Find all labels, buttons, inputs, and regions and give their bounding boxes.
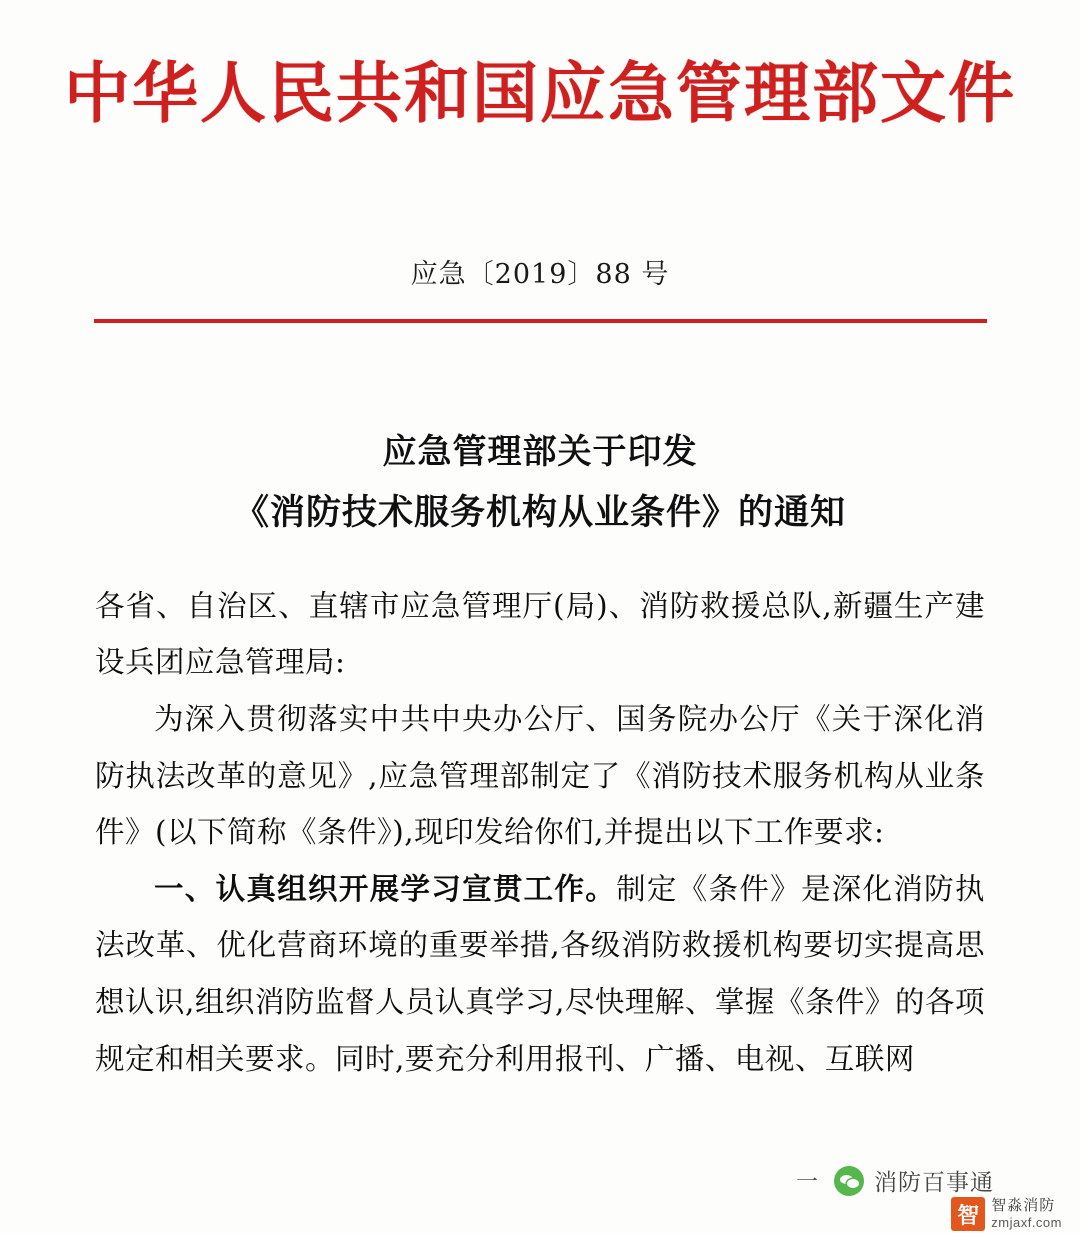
masthead-title: 中华人民共和国应急管理部文件 xyxy=(64,54,1016,132)
site-watermark-texts xyxy=(991,1197,1062,1231)
site-name: 智淼消防 xyxy=(991,1197,1056,1215)
wechat-icon xyxy=(834,1166,864,1196)
document-title-line1: 应急管理部关于印发 xyxy=(382,431,698,472)
paragraph-section-one: 一、认真组织开展学习宣贯工作。制定《条件》是深化消防执法改革、优化营商环境的重要举措,各级消防救援机构要切实提高思想认识,组织消防监督人员认真学习,尽快理解、掌握《条件》的各项规定和相关要求。同时,要充分利用报刊、广播、电视、互联网 xyxy=(95,870,985,1076)
document-title xyxy=(0,423,1080,544)
document-title-line2: 《消防技术服务机构从业条件》的通知 xyxy=(233,492,846,534)
paragraph-recipients: 各省、自治区、直辖市应急管理厅(局)、消防救援总队,新疆生产建设兵团应急管理局: xyxy=(95,588,985,680)
document-body xyxy=(95,578,985,1088)
wechat-account-name: 消防百事通 xyxy=(874,1170,994,1196)
site-url: zmjaxf.com xyxy=(991,1215,1062,1231)
masthead xyxy=(0,0,1080,132)
site-logo-icon: 智 xyxy=(951,1197,985,1231)
wechat-account-badge xyxy=(796,1164,994,1197)
red-divider-rule xyxy=(94,319,987,323)
site-watermark xyxy=(951,1197,1062,1231)
section-heading-run: 一、认真组织开展学习宣贯工作。 xyxy=(154,870,617,906)
document-number: 应急〔2019〕88 号 xyxy=(410,258,670,290)
paragraph-preamble: 为深入贯彻落实中共中央办公厅、国务院办公厅《关于深化消防执法改革的意见》,应急管理部制定了《消防技术服务机构从业条件》(以下简称《条件》),现印发给你们,并提出以下工作要求: xyxy=(95,701,985,850)
dash-mark: 一 xyxy=(795,1169,818,1194)
